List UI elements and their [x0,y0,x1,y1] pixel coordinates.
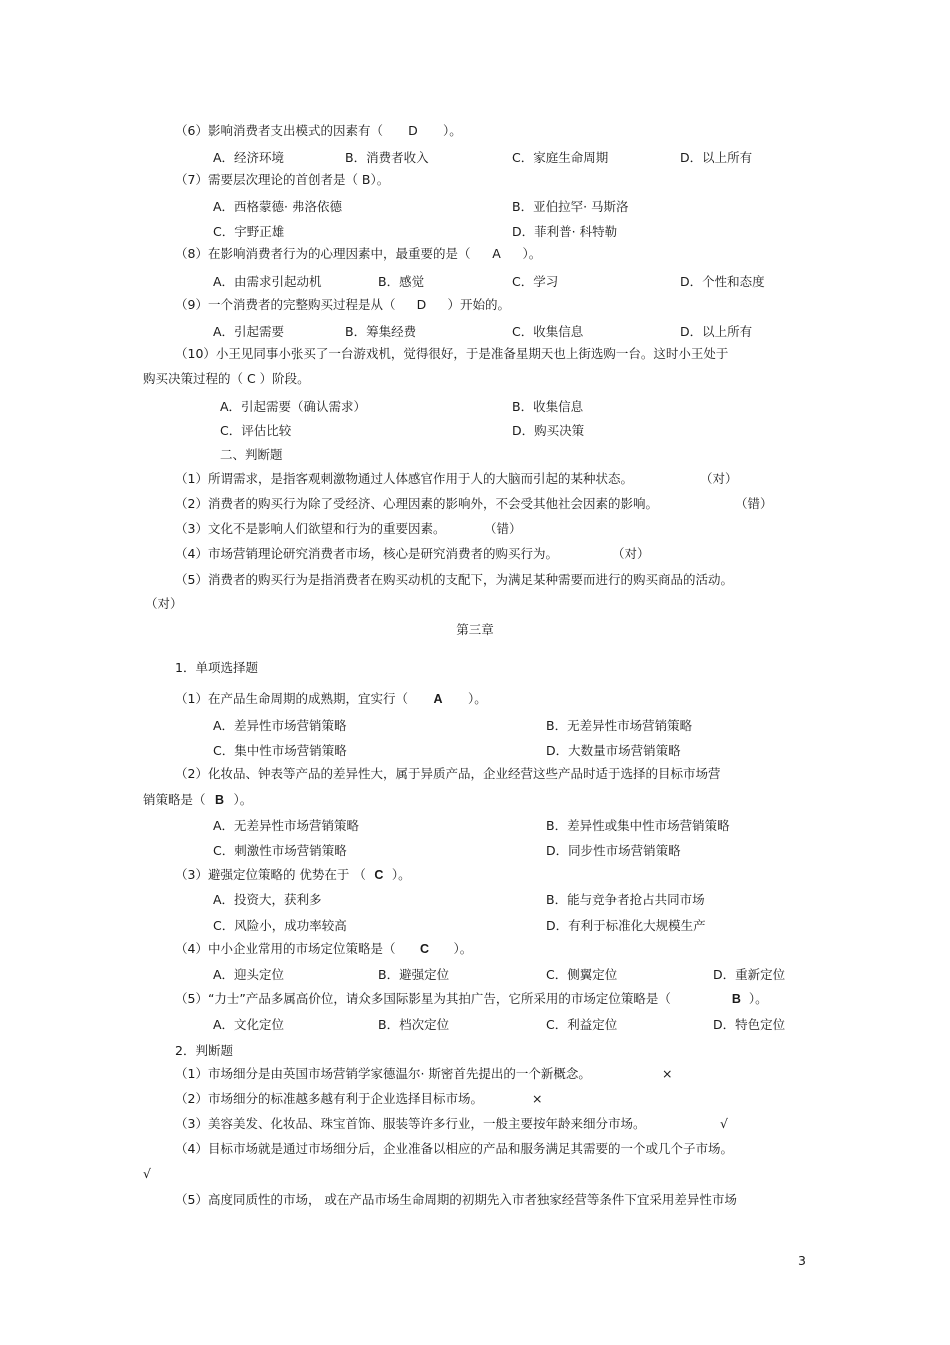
c3-close: ）。 [391,867,411,882]
ch2-judge-1-answer: （对） [700,471,738,486]
c5-text: （5）“力士”产品多属高价位，请众多国际影星为其拍广告，它所采用的市场定位策略是（ [175,991,671,1006]
q6-answer: D [408,123,418,138]
q6-option-a: A．经济环境 [213,150,285,165]
ch3-judge-heading: 2．判断题 [175,1043,233,1058]
q7-option-a: A．西格蒙德· 弗洛依德 [213,199,342,214]
q7-option-b: B．亚伯拉罕· 马斯洛 [512,199,629,214]
chapter-title: 第三章 [456,622,494,637]
q9-answer: D [416,297,427,312]
q6-option-c: C．家庭生命周期 [512,150,609,165]
c5-option-b: B．档次定位 [378,1017,450,1032]
c2-text: 销策略是（ [143,792,206,807]
q10-option-b: B．收集信息 [512,399,584,414]
c1-close: ）。 [467,691,487,706]
q8-stem [175,246,541,262]
c1-option-c: C．集中性市场营销策略 [213,743,347,758]
c2-close: ）。 [233,792,253,807]
c3-option-d: D．有利于标准化大规模生产 [546,918,706,933]
page-number: 3 [798,1253,806,1268]
c5-close: ）。 [748,991,768,1006]
c4-option-d: D．重新定位 [713,967,786,982]
c2-answer: B [215,793,225,807]
c2-option-d: D．同步性市场营销策略 [546,843,681,858]
c4-option-c: C．侧翼定位 [546,967,618,982]
c3-answer: C [374,868,384,882]
ch3-judge-2-answer: × [532,1091,543,1106]
q8-text: （8）在影响消费者行为的心理因素中，最重要的是（ [175,246,471,261]
ch2-judge-5-answer: （对） [145,596,183,611]
ch3-judge-2: （2）市场细分的标准越多越有利于企业选择目标市场。 [175,1091,483,1106]
ch3-judge-1-answer: × [662,1066,673,1081]
q9-option-a: A．引起需要 [213,324,285,339]
q9-stem [175,297,510,313]
q10-option-d: D．购买决策 [512,423,585,438]
c5-option-d: D．特色定位 [713,1017,786,1032]
c1-text: （1）在产品生命周期的成熟期，宜实行（ [175,691,408,706]
ch3-judge-3-answer: √ [720,1116,728,1131]
c1-option-b: B．无差异性市场营销策略 [546,718,693,733]
ch2-judge-2-answer: （错） [735,496,773,511]
q9-option-c: C．收集信息 [512,324,584,339]
ch2-judge-4-answer: （对） [612,546,650,561]
ch3-judge-4-answer: √ [143,1166,151,1181]
q6-close: ）。 [442,123,462,138]
ch2-judge-heading: 二、判断题 [220,447,283,462]
ch3-judge-5: （5）高度同质性的市场， 或在产品市场生命周期的初期先入市者独家经营等条件下宜采用差异性市场 [175,1192,737,1207]
ch3-judge-3: （3）美容美发、化妆品、珠宝首饰、服装等许多行业，一般主要按年龄来细分市场。 [175,1116,646,1131]
ch2-judge-5: （5）消费者的购买行为是指消费者在购买动机的支配下，为满足某种需要而进行的购买商品的活动。 [175,572,733,587]
ch2-judge-2: （2）消费者的购买行为除了受经济、心理因素的影响外，不会受其他社会因素的影响。 [175,496,658,511]
ch3-judge-4: （4）目标市场就是通过市场细分后，企业准备以相应的产品和服务满足其需要的一个或几个子市场。 [175,1141,733,1156]
q9-option-b: B．筹集经费 [345,324,417,339]
q8-option-c: C．学习 [512,274,559,289]
q9-text: （9）一个消费者的完整购买过程是从（ [175,297,396,312]
c2-option-a: A．无差异性市场营销策略 [213,818,360,833]
ch3-single-heading: 1．单项选择题 [175,660,258,675]
c1-option-a: A．差异性市场营销策略 [213,718,347,733]
c1-answer: A [433,692,443,706]
q10-option-a: A．引起需要（确认需求） [220,399,367,414]
q6-stem [175,123,462,139]
q9-option-d: D．以上所有 [680,324,753,339]
c3-option-a: A．投资大，获利多 [213,892,322,907]
c3-option-b: B．能与竞争者抢占共同市场 [546,892,705,907]
c4-text: （4）中小企业常用的市场定位策略是（ [175,941,396,956]
c4-option-a: A．迎头定位 [213,967,285,982]
c3-option-c: C．风险小，成功率较高 [213,918,347,933]
ch3-judge-1: （1）市场细分是由英国市场营销学家德温尔· 斯密首先提出的一个新概念。 [175,1066,591,1081]
q10-option-c: C．评估比较 [220,423,292,438]
c4-close: ）。 [453,941,473,956]
q7-stem: （7）需要层次理论的首创者是（ B）。 [175,172,390,187]
c4-stem [175,941,472,957]
ch2-judge-3: （3）文化不是影响人们欲望和行为的重要因素。 [175,521,446,536]
c5-option-c: C．利益定位 [546,1017,618,1032]
c5-option-a: A．文化定位 [213,1017,285,1032]
c2-option-b: B．差异性或集中性市场营销策略 [546,818,730,833]
q7-option-d: D．菲利普· 科特勒 [512,224,618,239]
ch2-judge-4: （4）市场营销理论研究消费者市场，核心是研究消费者的购买行为。 [175,546,558,561]
q8-close: ）。 [522,246,542,261]
q8-option-a: A．由需求引起动机 [213,274,322,289]
c5-answer: B [731,992,741,1006]
q7-option-c: C．宇野正雄 [213,224,285,239]
c2-stem-line1: （2）化妆品、钟表等产品的差异性大，属于异质产品，企业经营这些产品时适于选择的目标市场营 [175,766,721,781]
q6-option-b: B．消费者收入 [345,150,429,165]
q6-text: （6）影响消费者支出模式的因素有（ [175,123,383,138]
c1-stem [175,691,487,707]
q10-stem-line1: （10）小王见同事小张买了一台游戏机，觉得很好，于是准备星期天也上街选购一台。这时小王处于 [175,346,729,361]
c1-option-d: D．大数量市场营销策略 [546,743,681,758]
q8-option-d: D．个性和态度 [680,274,765,289]
c2-option-c: C．刺激性市场营销策略 [213,843,347,858]
q8-option-b: B．感觉 [378,274,425,289]
c5-stem [175,991,768,1007]
q8-answer: A [492,246,501,261]
ch2-judge-3-answer: （错） [484,521,522,536]
q10-stem-line2: 购买决策过程的（ C ）阶段。 [143,371,310,386]
ch2-judge-1: （1）所谓需求，是指客观刺激物通过人体感官作用于人的大脑而引起的某种状态。 [175,471,633,486]
c2-stem-line2 [143,792,252,808]
c4-option-b: B．避强定位 [378,967,450,982]
q9-close: ）开始的。 [447,297,510,312]
c3-stem [175,867,411,883]
c3-text: （3）避强定位策略的 优势在于 （ [175,867,366,882]
q6-option-d: D．以上所有 [680,150,753,165]
c4-answer: C [419,942,429,956]
